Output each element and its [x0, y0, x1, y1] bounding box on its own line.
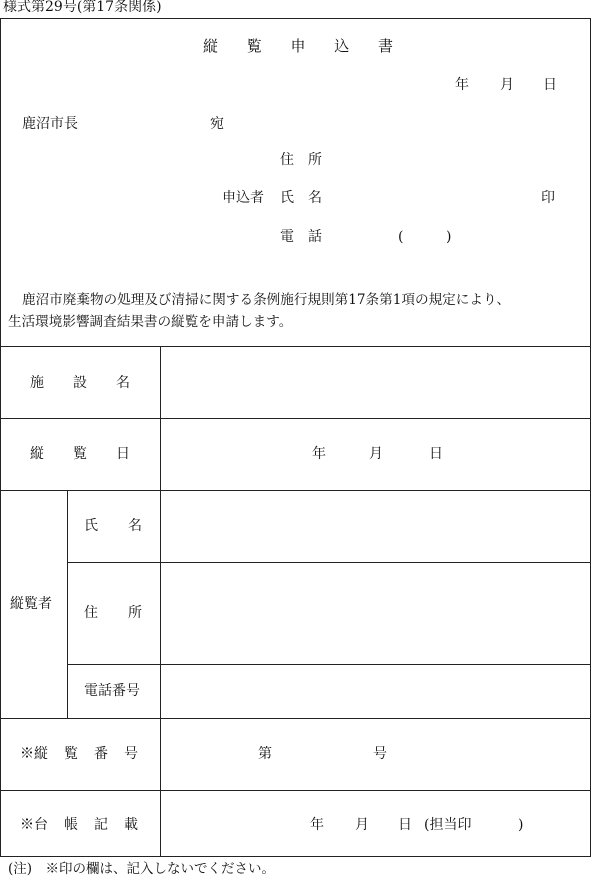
- form-title: 縦 覧 申 込 書: [203, 37, 393, 55]
- applicant-address-label: 住 所: [280, 152, 322, 168]
- viewing-number-prefix: 第: [258, 746, 272, 762]
- applicant-label: 申込者: [222, 190, 264, 206]
- viewing-number-label: ※縦 覧 番 号: [20, 746, 138, 762]
- date-month: 月: [500, 77, 514, 93]
- statement-line-2: 生活環境影響調査結果書の縦覧を申請します。: [8, 314, 293, 330]
- viewer-phone-label: 電話番号: [84, 683, 140, 699]
- applicant-phone-label: 電 話: [280, 229, 322, 245]
- seal-mark: 印: [541, 190, 555, 206]
- row-rule-6: [0, 790, 591, 791]
- viewing-number-suffix: 号: [373, 746, 387, 762]
- row-rule-1: [0, 418, 591, 419]
- viewing-date-label: 縦 覧 日: [30, 446, 130, 462]
- viewing-date-day: 日: [429, 446, 443, 462]
- viewer-group-label: 縦覧者: [10, 596, 52, 612]
- row-rule-5: [0, 718, 591, 719]
- table-top-rule: [0, 346, 591, 347]
- row-rule-4: [67, 664, 591, 665]
- applicant-name-label: 氏 名: [280, 190, 322, 206]
- viewer-address-label: 住 所: [84, 605, 142, 621]
- statement-line-1: 鹿沼市廃棄物の処理及び清掃に関する条例施行規則第17条第1項の規定により、: [22, 292, 511, 308]
- ledger-entry-label: ※台 帳 記 載: [20, 817, 138, 833]
- form-number: 様式第29号(第17条関係): [3, 0, 162, 15]
- viewer-group-rule: [67, 490, 68, 718]
- ledger-day: 日: [398, 817, 412, 833]
- viewing-date-month: 月: [369, 446, 383, 462]
- label-column-rule: [160, 346, 161, 857]
- ledger-close-paren: ): [518, 817, 524, 833]
- addressee-suffix: 宛: [210, 116, 224, 132]
- application-form: [0, 18, 591, 857]
- date-day: 日: [543, 77, 557, 93]
- row-rule-2: [0, 490, 591, 491]
- ledger-month: 月: [355, 817, 369, 833]
- addressee-mayor: 鹿沼市長: [22, 116, 78, 132]
- date-year: 年: [455, 77, 469, 93]
- ledger-year: 年: [310, 817, 324, 833]
- viewer-name-label: 氏 名: [84, 518, 142, 534]
- row-rule-3: [67, 562, 591, 563]
- facility-name-label: 施 設 名: [30, 375, 130, 391]
- viewing-date-year: 年: [312, 446, 326, 462]
- phone-close-paren: ): [446, 229, 452, 245]
- phone-open-paren: (: [398, 229, 404, 245]
- ledger-officer-seal: (担当印: [424, 817, 472, 833]
- footnote: (注) ※印の欄は、記入しないでください。: [8, 861, 276, 877]
